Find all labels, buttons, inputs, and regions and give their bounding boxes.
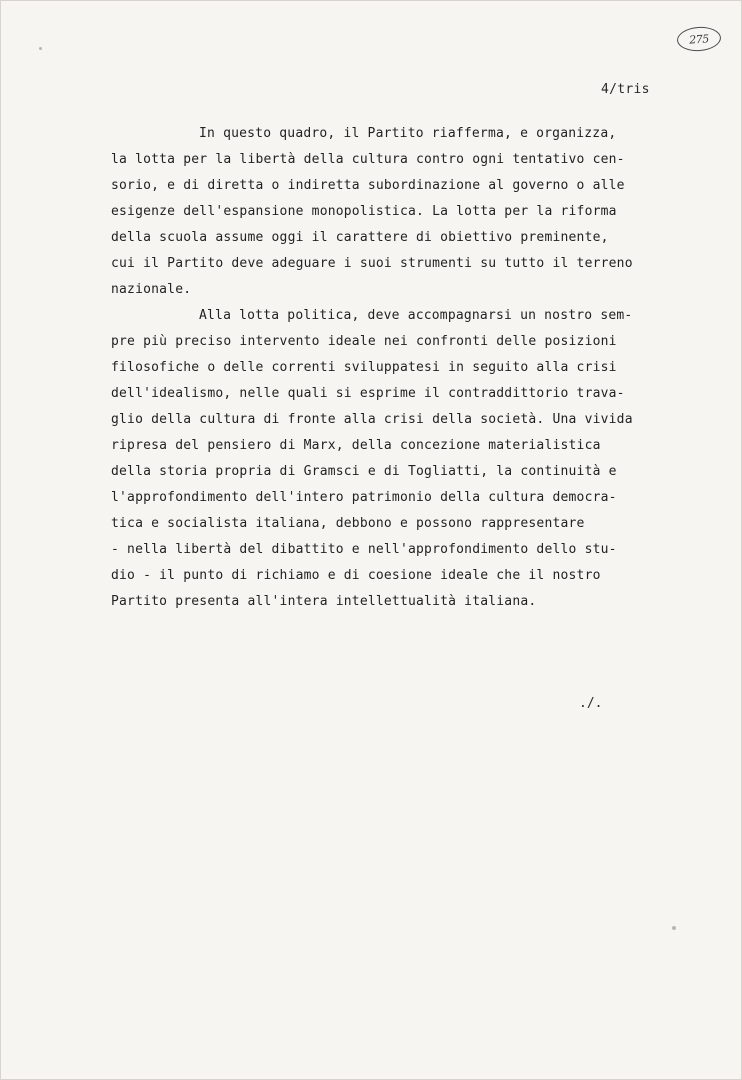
body-line-6: cui il Partito deve adeguare i suoi strumenti su tutto il terreno [111,256,633,271]
body-line-3: sorio, e di diretta o indiretta subordinazione al governo o alle [111,178,625,193]
body-line-2: la lotta per la libertà della cultura contro ogni tentativo cen- [111,152,625,167]
body-line-17: - nella libertà del dibattito e nell'approfondimento dello stu- [111,542,617,557]
body-line-7: nazionale. [111,282,192,297]
paper-speck [672,926,676,930]
closing-mark: ./. [579,696,603,711]
body-line-11: dell'idealismo, nelle quali si esprime il contraddittorio trava- [111,386,625,401]
body-line-8: Alla lotta politica, deve accompagnarsi un nostro sem- [199,308,633,323]
body-line-10: filosofiche o delle correnti sviluppatesi in seguito alla crisi [111,360,617,375]
archive-stamp [676,25,722,52]
body-line-16: tica e socialista italiana, debbono e possono rappresentare [111,516,585,531]
body-line-5: della scuola assume oggi il carattere di obiettivo preminente, [111,230,609,245]
body-line-15: l'approfondimento dell'intero patrimonio della cultura democra- [111,490,617,505]
archive-stamp-number: 275 [688,31,710,47]
body-line-4: esigenze dell'espansione monopolistica. La lotta per la riforma [111,204,617,219]
body-line-9: pre più preciso intervento ideale nei confronti delle posizioni [111,334,617,349]
body-line-19: Partito presenta all'intera intellettualità italiana. [111,594,537,609]
paper-speck [39,47,42,50]
body-line-1: In questo quadro, il Partito riafferma, e organizza, [199,126,617,141]
body-line-14: della storia propria di Gramsci e di Togliatti, la continuità e [111,464,617,479]
body-line-12: glio della cultura di fronte alla crisi della società. Una vivida [111,412,633,427]
page-number: 4/tris [601,82,650,97]
body-line-18: dio - il punto di richiamo e di coesione ideale che il nostro [111,568,601,583]
body-line-13: ripresa del pensiero di Marx, della concezione materialistica [111,438,601,453]
